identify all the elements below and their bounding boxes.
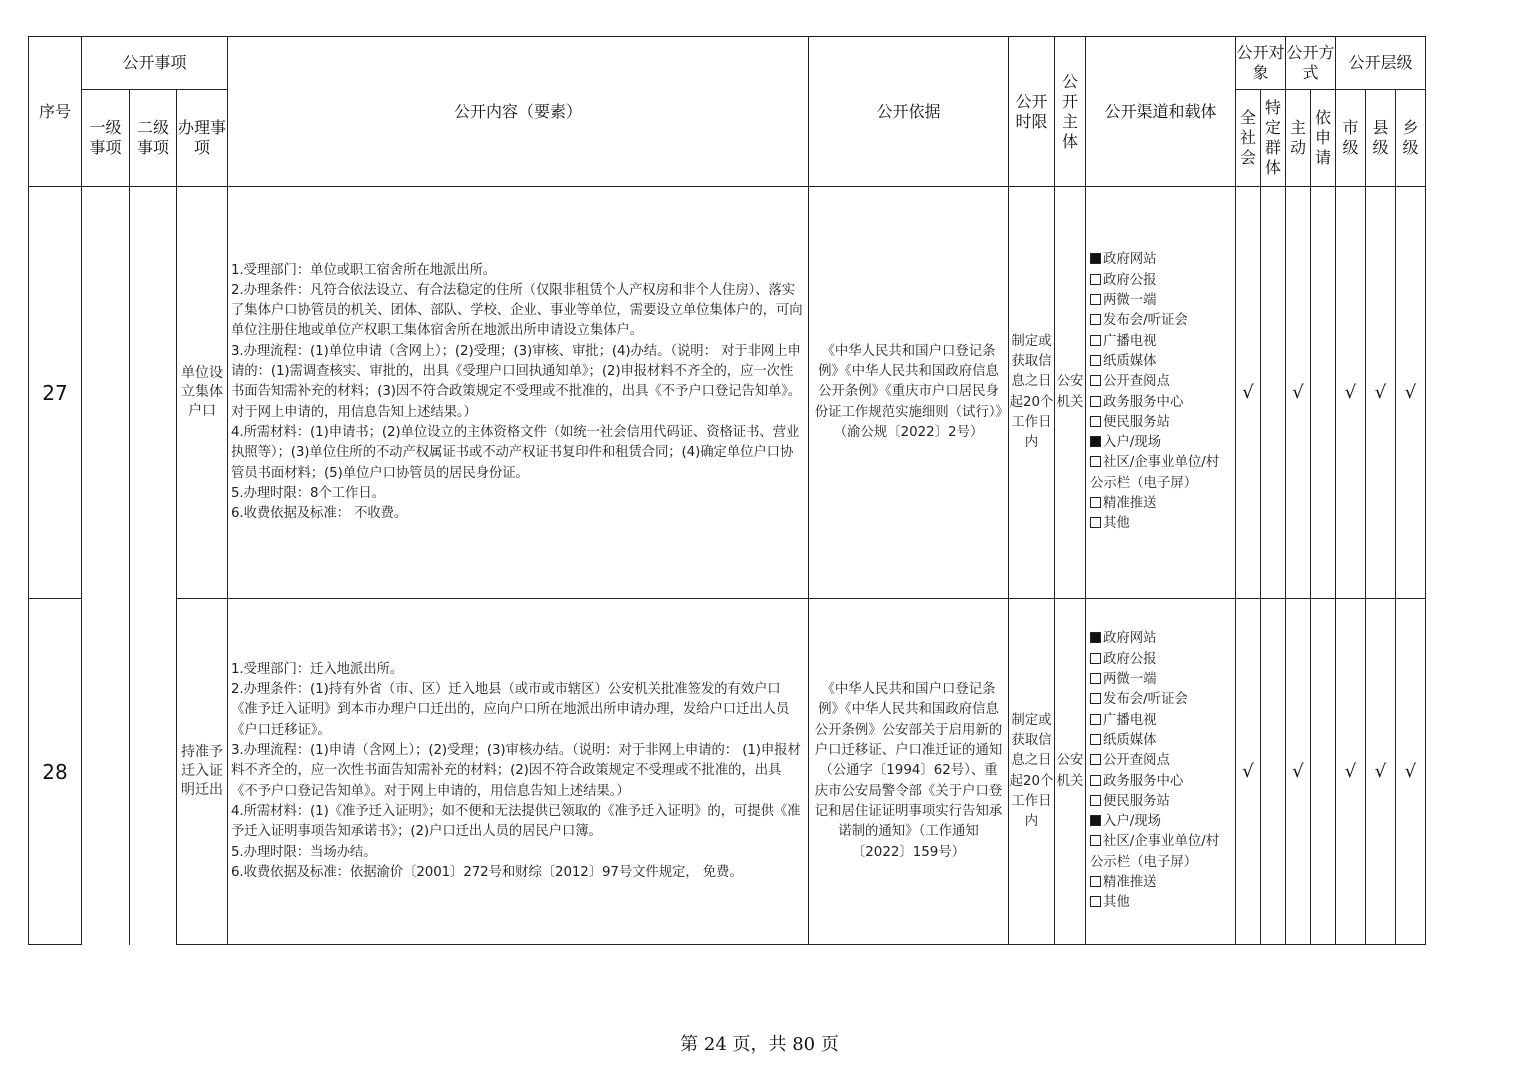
mode-active-mark: √ — [1286, 599, 1311, 945]
level-county-mark: √ — [1366, 187, 1396, 599]
handle-item: 持准予迁入证明迁出 — [177, 599, 228, 945]
channel-option: 发布会/听证会 — [1090, 690, 1231, 710]
checkbox-icon — [1090, 355, 1101, 366]
header-channels: 公开渠道和载体 — [1086, 37, 1236, 187]
checkbox-icon — [1090, 714, 1101, 725]
channel-option: 社区/企事业单位/村公示栏（电子屏） — [1090, 455, 1220, 491]
subject-cell: 公安机关 — [1055, 187, 1086, 599]
time-limit-cell: 制定或获取信息之日起20个工作日内 — [1009, 599, 1055, 945]
checkbox-icon — [1090, 653, 1101, 664]
channel-option: 纸质媒体 — [1090, 731, 1231, 751]
level2-cell — [130, 187, 177, 599]
checkbox-icon — [1090, 775, 1101, 786]
content-cell: 1.受理部门：单位或职工宿舍所在地派出所。 2.办理条件：凡符合依法设立、有合法稳定的住所（仅限非租赁个人产权房和非个人住房）、落实了集体户口协管员的机关、团体、部队、学校、企业、事业等单位，需要设立单位集体户的，可向单位注册住地或单位产权职工集体宿舍所在地派出所申请设立集体户。 3.办理流程：(1)单位申请（含网上）；(2)受理；(3)审核、审批；(4)办结。（说明： 对于非网上申请的：(1)需调查核实、审批的，出具《受理户口回执通知单》；(2)申报材料不齐全的，应一次性书面告知需补充的材料；(3)因不符合政策规定不受理或不批准的，出具《不予户口登记告知单》。对于网上申请的，用信息告知上述结果。） 4.所需材料：(1)申请书；(2)单位设立的主体资格文件（如统一社会信用代码证、资格证书、营业执照等）；(3)单位住所的不动产权属证书或不动产权证书复印件和租赁合同；(4)确定单位户口协管员书面材料；(5)单位户口协管员的居民身份证。 5.办理时限：8个工作日。 6.收费依据及标准： 不收费。 — [228, 187, 809, 599]
channel-option: 纸质媒体 — [1090, 352, 1231, 372]
target-all-mark: √ — [1236, 187, 1261, 599]
level-town-mark: √ — [1396, 187, 1426, 599]
header-level: 公开层级 — [1336, 37, 1426, 90]
time-limit-cell: 制定或获取信息之日起20个工作日内 — [1009, 187, 1055, 599]
header-handle: 办理事项 — [177, 90, 228, 187]
channel-option: 入户/现场 — [1090, 812, 1231, 832]
level-city-mark: √ — [1336, 599, 1366, 945]
checkbox-checked-icon — [1090, 815, 1101, 826]
content-cell: 1.受理部门：迁入地派出所。 2.办理条件：(1)持有外省（市、区）迁入地县（或市或市辖区）公安机关批准签发的有效户口《准予迁入证明》到本市办理户口迁出的，应向户口所在地派出所申请办理，发给户口迁出人员《户口迁移证》。 3.办理流程：(1)申请（含网上）；(2)受理；(3)审核办结。（说明：对于非网上申请的： (1)申报材料不齐全的，应一次性书面告知需补充的材料；(2)因不符合政策规定不受理或不批准的，出具《不予户口登记告知单》。对于网上申请的，用信息告知上述结果。） 4.所需材料：(1)《准予迁入证明》；如不便和无法提供已领取的《准予迁入证明》的，可提供《准予迁入证明事项告知承诺书》；(2)户口迁出人员的居民户口簿。 5.办理时限：当场办结。 6.收费依据及标准：依据渝价〔2001〕272号和财综〔2012〕97号文件规定， 免费。 — [228, 599, 809, 945]
checkbox-icon — [1090, 673, 1101, 684]
header-target-all: 全社会 — [1236, 90, 1261, 187]
header-mode: 公开方式 — [1286, 37, 1336, 90]
checkbox-icon — [1090, 294, 1101, 305]
mode-active-mark: √ — [1286, 187, 1311, 599]
channel-option: 发布会/听证会 — [1090, 311, 1231, 331]
header-level2: 二级事项 — [130, 90, 177, 187]
header-time-limit: 公开时限 — [1009, 37, 1055, 187]
disclosure-table — [28, 36, 1426, 945]
header-level-town: 乡级 — [1396, 90, 1426, 187]
level-city-mark: √ — [1336, 187, 1366, 599]
channel-option: 政府公报 — [1090, 271, 1231, 291]
channel-option: 两微一端 — [1090, 670, 1231, 690]
checkbox-icon — [1090, 835, 1101, 846]
checkbox-icon — [1090, 396, 1101, 407]
channel-option: 公开查阅点 — [1090, 372, 1231, 392]
checkbox-checked-icon — [1090, 436, 1101, 447]
table-row — [29, 599, 1426, 945]
mode-apply-mark — [1311, 599, 1336, 945]
checkbox-icon — [1090, 456, 1101, 467]
channel-option: 入户/现场 — [1090, 433, 1231, 453]
checkbox-checked-icon — [1090, 253, 1101, 264]
level-town-mark: √ — [1396, 599, 1426, 945]
channel-list — [1086, 599, 1236, 945]
channel-option: 政务服务中心 — [1090, 393, 1231, 413]
header-target-specific: 特定群体 — [1261, 90, 1286, 187]
header-content: 公开内容（要素） — [228, 37, 809, 187]
channel-option: 政府公报 — [1090, 650, 1231, 670]
row-seq: 27 — [29, 187, 82, 599]
checkbox-checked-icon — [1090, 632, 1101, 643]
level1-cell — [82, 599, 130, 945]
checkbox-icon — [1090, 416, 1101, 427]
header-mode-apply: 依申请 — [1311, 90, 1336, 187]
row-seq: 28 — [29, 599, 82, 945]
header-level-city: 市级 — [1336, 90, 1366, 187]
channel-option: 广播电视 — [1090, 332, 1231, 352]
target-all-mark: √ — [1236, 599, 1261, 945]
channel-option: 两微一端 — [1090, 291, 1231, 311]
channel-list — [1086, 187, 1236, 599]
channel-option: 精准推送 — [1090, 494, 1231, 514]
header-mode-active: 主动 — [1286, 90, 1311, 187]
checkbox-icon — [1090, 876, 1101, 887]
header-subject: 公开主体 — [1055, 37, 1086, 187]
channel-option: 其他 — [1090, 514, 1231, 534]
target-specific-mark — [1261, 187, 1286, 599]
header-target: 公开对象 — [1236, 37, 1286, 90]
page-footer: 第 24 页，共 80 页 — [680, 1034, 839, 1055]
channel-option: 广播电视 — [1090, 711, 1231, 731]
checkbox-icon — [1090, 754, 1101, 765]
level1-cell — [82, 187, 130, 599]
channel-option: 政府网站 — [1090, 250, 1231, 270]
checkbox-icon — [1090, 274, 1101, 285]
checkbox-icon — [1090, 693, 1101, 704]
checkbox-icon — [1090, 795, 1101, 806]
checkbox-icon — [1090, 335, 1101, 346]
channel-option: 公开查阅点 — [1090, 751, 1231, 771]
channel-option: 政务服务中心 — [1090, 772, 1231, 792]
checkbox-icon — [1090, 497, 1101, 508]
level-county-mark: √ — [1366, 599, 1396, 945]
header-level-county: 县级 — [1366, 90, 1396, 187]
header-matters: 公开事项 — [82, 37, 228, 90]
basis-cell: 《中华人民共和国户口登记条例》《中华人民共和国政府信息公开条例》公安部关于启用新的户口迁移证、户口准迁证的通知（公通字〔1994〕62号）、重庆市公安局警令部《关于户口登记和居住证证明事项实行告知承诺制的通知》（工作通知〔2022〕159号） — [809, 599, 1009, 945]
channel-option: 精准推送 — [1090, 873, 1231, 893]
channel-option: 社区/企事业单位/村公示栏（电子屏） — [1090, 834, 1220, 870]
checkbox-icon — [1090, 314, 1101, 325]
mode-apply-mark — [1311, 187, 1336, 599]
header-level1: 一级事项 — [82, 90, 130, 187]
subject-cell: 公安机关 — [1055, 599, 1086, 945]
checkbox-icon — [1090, 734, 1101, 745]
table-row — [29, 187, 1426, 599]
channel-option: 便民服务站 — [1090, 792, 1231, 812]
channel-option: 其他 — [1090, 893, 1231, 913]
handle-item: 单位设立集体户口 — [177, 187, 228, 599]
basis-cell: 《中华人民共和国户口登记条例》《中华人民共和国政府信息公开条例》《重庆市户口居民身份证工作规范实施细则（试行）》（渝公规〔2022〕2号） — [809, 187, 1009, 599]
checkbox-icon — [1090, 517, 1101, 528]
target-specific-mark — [1261, 599, 1286, 945]
header-seq: 序号 — [29, 37, 82, 187]
level2-cell — [130, 599, 177, 945]
channel-option: 政府网站 — [1090, 629, 1231, 649]
channel-option: 便民服务站 — [1090, 413, 1231, 433]
checkbox-icon — [1090, 375, 1101, 386]
header-basis: 公开依据 — [809, 37, 1009, 187]
checkbox-icon — [1090, 896, 1101, 907]
